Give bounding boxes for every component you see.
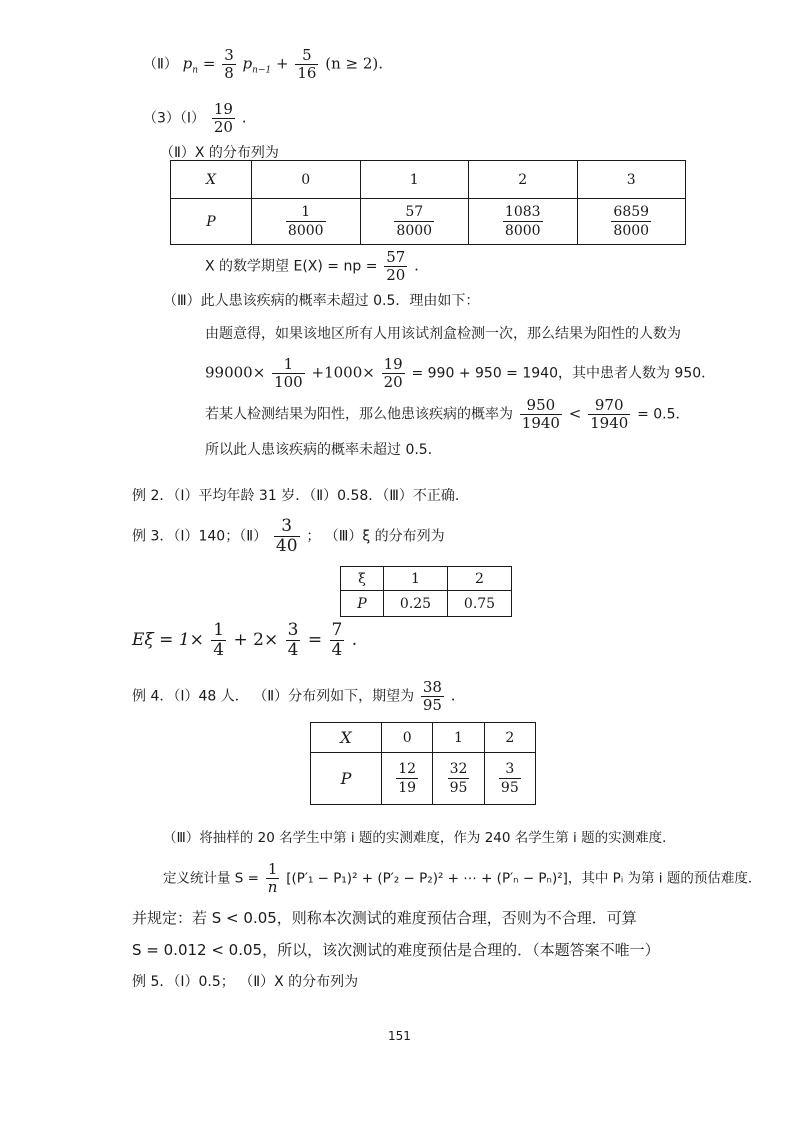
table-header-cell: 2: [469, 161, 578, 199]
rule-line-1: 并规定：若 S < 0.05，则称本次测试的难度预估合理，否则为不合理．可算: [132, 909, 637, 927]
fraction: $\frac{3}{40}$: [275, 516, 298, 556]
table-header-cell: 2: [448, 567, 512, 591]
fraction: $\frac{38}{95}$: [422, 678, 442, 714]
table-header-cell: X: [171, 161, 252, 199]
pn-recurrence: （Ⅱ） $p_n$ = $\frac{3}{8}$ $p_{n-1}$ + $\frac{5}{16}$ (n ≥ 2).: [143, 46, 384, 82]
fraction: $\frac{1}{n}$: [267, 860, 278, 896]
part-label: （Ⅱ）: [143, 56, 178, 73]
probability-line: 若某人检测结果为阳性，那么他患该疾病的概率为 $\frac{950}{1940}$ < $\frac{970}{1940}$ = 0.5．: [205, 396, 690, 432]
fraction: $\frac{7}{4}$: [331, 620, 343, 660]
table-cell: $\frac{1}{8000}$: [252, 199, 361, 245]
fraction: $\frac{19}{20}$: [383, 355, 403, 391]
table-cell: $\frac{3}{95}$: [484, 753, 535, 805]
table-header-cell: 1: [384, 567, 448, 591]
table-header-cell: 0: [382, 723, 433, 753]
fraction: $\frac{1}{100}$: [274, 355, 303, 391]
fraction: $\frac{970}{1940}$: [590, 396, 629, 432]
page-number: 151: [388, 1029, 411, 1043]
table-header-cell: 1: [360, 161, 469, 199]
part3-ii-heading: （Ⅱ）X 的分布列为: [160, 145, 279, 161]
part4-iii-line: （Ⅲ）将抽样的 20 名学生中第 i 题的实测难度，作为 240 名学生第 i 题的实测难度．: [163, 830, 676, 846]
table-cell: $\frac{32}{95}$: [433, 753, 484, 805]
distribution-table-3: [310, 722, 536, 805]
example-2: 例 2．（Ⅰ）平均年龄 31 岁．（Ⅱ）0.58．（Ⅲ）不正确.: [132, 488, 460, 504]
conclusion-line: 所以此人患该疾病的概率未超过 0.5．: [205, 442, 442, 458]
example-5: 例 5．（Ⅰ）0.5； （Ⅱ）X 的分布列为: [132, 974, 359, 990]
part3-i: （3）（Ⅰ） $\frac{19}{20}$ .: [143, 100, 247, 136]
fraction: $\frac{5}{16}$: [297, 46, 317, 82]
fraction: $\frac{3}{4}$: [287, 620, 299, 660]
table-header-cell: 0: [252, 161, 361, 199]
rule-line-2: S = 0.012 < 0.05，所以，该次测试的难度预估是合理的．（本题答案不唯一）: [132, 941, 660, 959]
table-header-cell: 3: [577, 161, 686, 199]
table-header-cell: 1: [433, 723, 484, 753]
table-header-cell: 2: [484, 723, 535, 753]
definition-line: 定义统计量 S = $\frac{1}{n}$ [(P′₁ − P₁)² + (P′₂ − P₂)² + ⋯ + (P′ₙ − Pₙ)²]，其中 Pᵢ 为第 i 题的预估难度．: [163, 860, 762, 896]
table-header-cell: X: [311, 723, 382, 753]
example-4: 例 4．（Ⅰ）48 人． （Ⅱ）分布列如下，期望为 $\frac{38}{95}$ .: [132, 678, 456, 714]
expectation-line: X 的数学期望 E(X) = np = $\frac{57}{20}$ .: [205, 248, 419, 284]
part3-iii-title: （Ⅲ）此人患该疾病的概率未超过 0.5．理由如下：: [163, 293, 480, 309]
fraction: $\frac{57}{20}$: [386, 248, 406, 284]
table-header-cell: ξ: [341, 567, 384, 591]
fraction: $\frac{1}{4}$: [213, 620, 225, 660]
table-cell: 0.25: [384, 591, 448, 617]
fraction: $\frac{950}{1940}$: [521, 396, 560, 432]
table-row-label: P: [311, 753, 382, 805]
expectation-xi: Eξ = 1× $\frac{1}{4}$ + 2× $\frac{3}{4}$ = $\frac{7}{4}$ .: [132, 620, 358, 660]
table-cell: $\frac{57}{8000}$: [360, 199, 469, 245]
distribution-table-2: [340, 566, 512, 617]
fraction: $\frac{19}{20}$: [213, 100, 233, 136]
table-cell: $\frac{12}{19}$: [382, 753, 433, 805]
table-cell: $\frac{6859}{8000}$: [577, 199, 686, 245]
fraction: $\frac{3}{8}$: [224, 46, 234, 82]
calculation-line: 99000× $\frac{1}{100}$ +1000× $\frac{19}{20}$ = 990 + 950 = 1940，其中患者人数为 950．: [205, 355, 716, 391]
table-row-label: P: [341, 591, 384, 617]
table-cell: $\frac{1083}{8000}$: [469, 199, 578, 245]
table-cell: 0.75: [448, 591, 512, 617]
reasoning-line: 由题意得，如果该地区所有人用该试剂盒检测一次，那么结果为阳性的人数为: [205, 326, 681, 342]
distribution-table-1: [170, 160, 686, 245]
example-3: 例 3．（Ⅰ）140；（Ⅱ） $\frac{3}{40}$ ； （Ⅲ）ξ 的分布列为: [132, 516, 445, 556]
table-row-label: P: [171, 199, 252, 245]
